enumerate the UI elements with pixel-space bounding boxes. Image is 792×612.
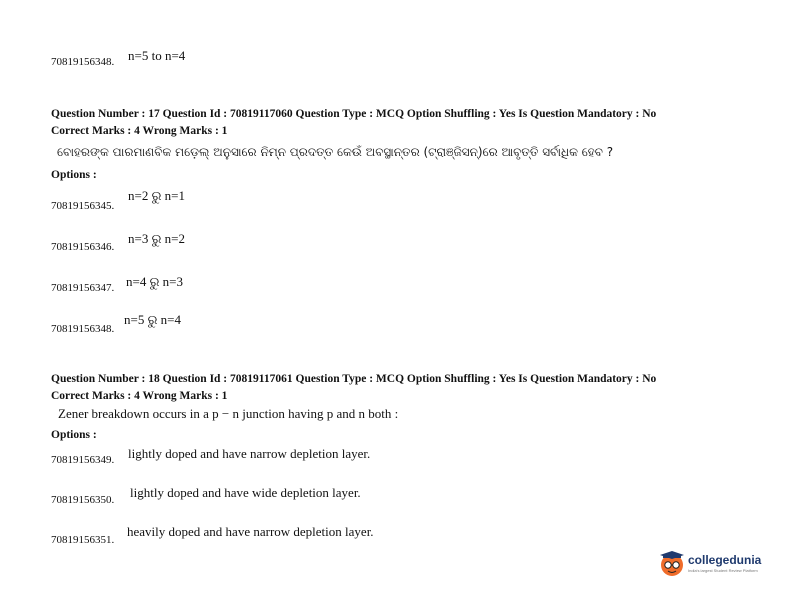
q17-options-label: Options : bbox=[51, 169, 97, 181]
q18-option-2-id: 70819156350. bbox=[51, 494, 115, 506]
q17-question-text: ବୋହରଙ୍କ ପାରମାଣବିକ ମଡ଼େଲ୍ ଅନୁସାରେ ନିମ୍ନ ପ୍ରଦତ୍ତ କେଉଁ ଅବସ୍ଥାନ୍ତର (ଟ୍ରାଞ୍ଜିସନ୍)ରେ ଆବୃତ୍ତି ସର୍ବାଧିକ ହେବ ? bbox=[57, 145, 614, 159]
q18-option-3-text: heavily doped and have narrow depletion layer. bbox=[127, 524, 374, 539]
q17-header-line1: Question Number : 17 Question Id : 70819117060 Question Type : MCQ Option Shuffling : Yes Is Question Mandatory : No bbox=[51, 108, 657, 120]
q18-option-1-text: lightly doped and have narrow depletion layer. bbox=[128, 446, 371, 461]
q18-option-2-text: lightly doped and have wide depletion layer. bbox=[130, 485, 361, 500]
q18-options-label: Options : bbox=[51, 429, 97, 441]
collegedunia-logo bbox=[658, 550, 762, 580]
q17-option-4-text: n=5 ରୁ n=4 bbox=[124, 312, 182, 327]
q17-option-4-id: 70819156348. bbox=[51, 323, 115, 335]
q17-header-line2: Correct Marks : 4 Wrong Marks : 1 bbox=[51, 125, 228, 137]
q17-option-3-text: n=4 ରୁ n=3 bbox=[126, 274, 184, 289]
q18-header-line1: Question Number : 18 Question Id : 70819117061 Question Type : MCQ Option Shuffling : Yes Is Question Mandatory : No bbox=[51, 373, 657, 385]
logo-mascot-icon bbox=[658, 550, 686, 578]
prev-option-4-text: n=5 to n=4 bbox=[128, 48, 186, 63]
q18-option-1-id: 70819156349. bbox=[51, 454, 115, 466]
logo-brand-text: collegedunia bbox=[688, 553, 762, 567]
prev-option-4-id: 70819156348. bbox=[51, 56, 115, 68]
q17-option-2-text: n=3 ରୁ n=2 bbox=[128, 231, 186, 246]
q17-option-2-id: 70819156346. bbox=[51, 241, 115, 253]
q17-option-1-text: n=2 ରୁ n=1 bbox=[128, 188, 186, 203]
logo-tagline: India's largest Student Review Platform bbox=[688, 568, 758, 573]
q17-option-3-id: 70819156347. bbox=[51, 282, 115, 294]
q18-header-line2: Correct Marks : 4 Wrong Marks : 1 bbox=[51, 390, 228, 402]
q18-question-text: Zener breakdown occurs in a p − n junction having p and n both : bbox=[58, 406, 399, 421]
q18-option-3-id: 70819156351. bbox=[51, 534, 115, 546]
q17-option-1-id: 70819156345. bbox=[51, 200, 115, 212]
